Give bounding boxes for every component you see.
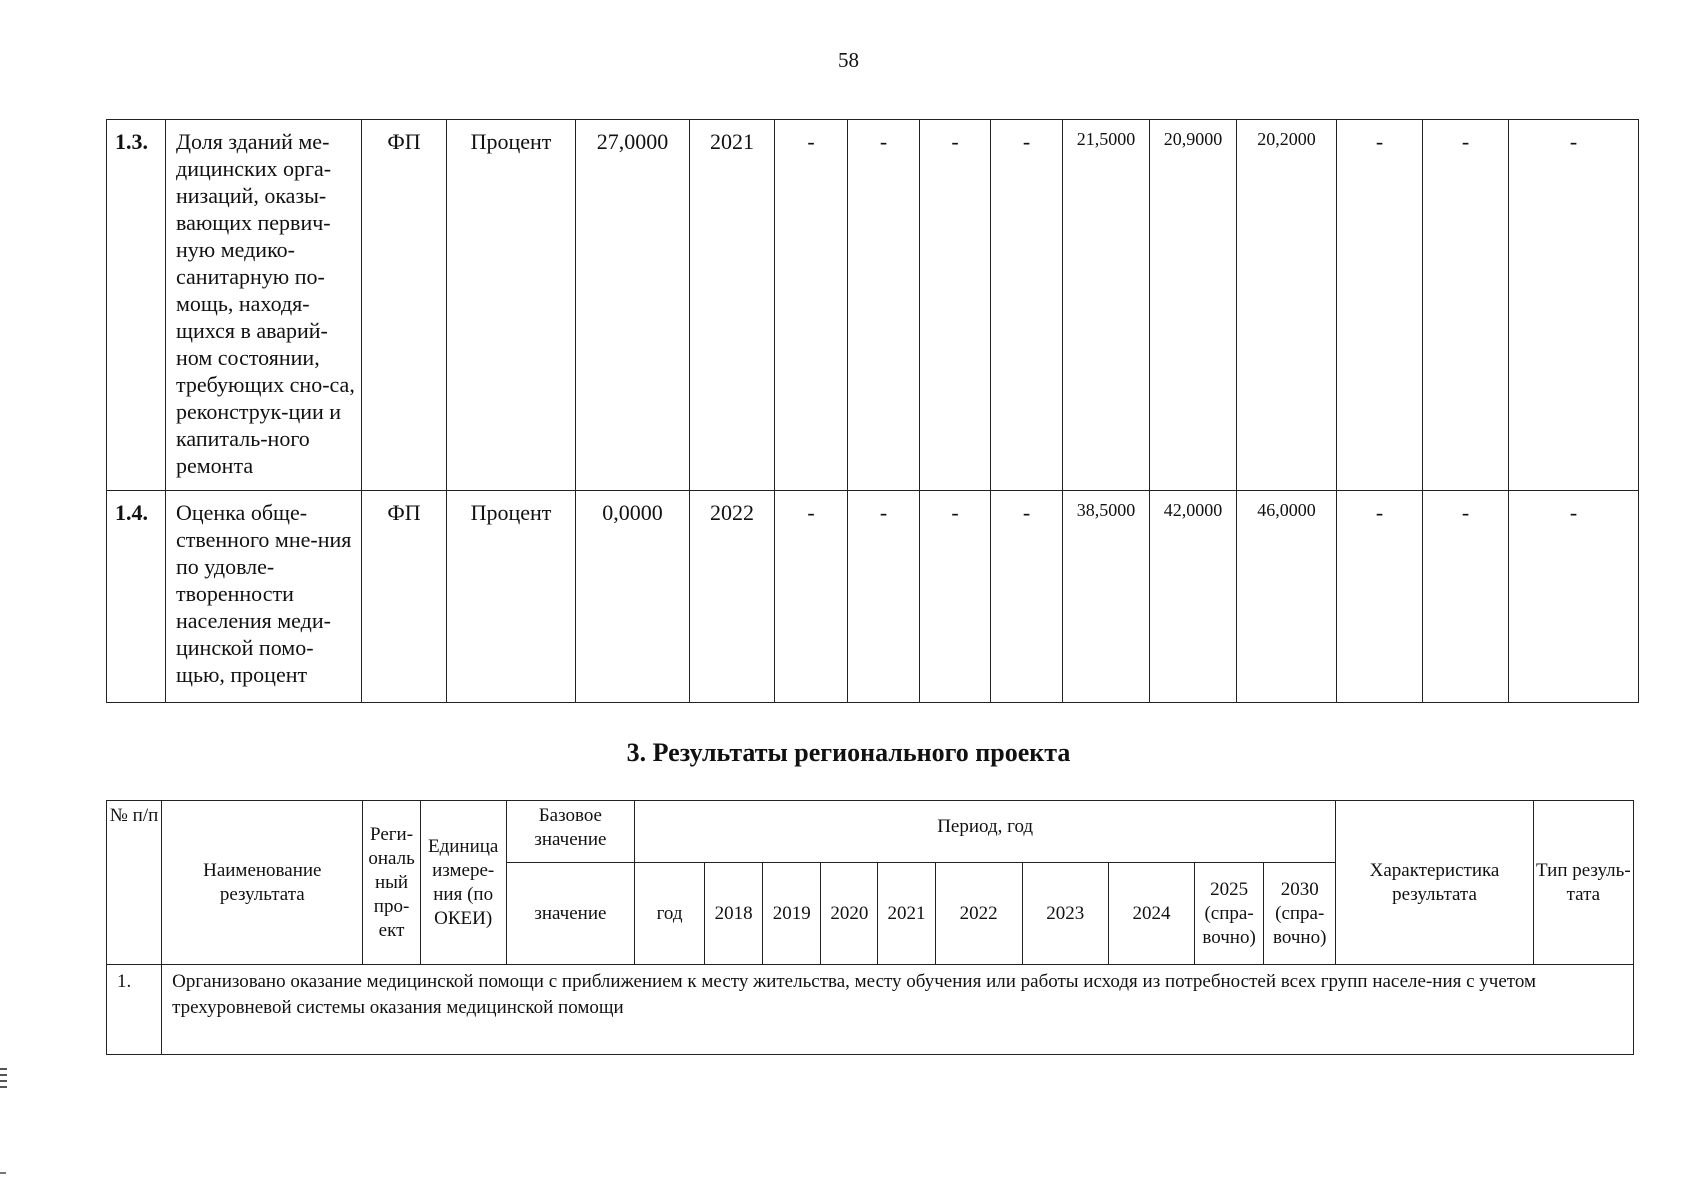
- base-year-cell: 2022: [690, 491, 775, 703]
- header-2018: 2018: [705, 863, 763, 965]
- value-2021-cell: -: [991, 491, 1063, 703]
- margin-tick: [0, 1172, 6, 1174]
- unit-cell: Процент: [447, 491, 576, 703]
- header-value: значение: [506, 863, 634, 965]
- header-period: Период, год: [635, 801, 1336, 863]
- header-num: № п/п: [107, 801, 162, 965]
- base-year-cell: 2021: [690, 120, 775, 491]
- project-cell: ФП: [362, 120, 447, 491]
- value-2020-cell: -: [920, 491, 991, 703]
- result-number: 1.: [107, 965, 162, 1055]
- header-2021: 2021: [878, 863, 935, 965]
- row-number: 1.4.: [107, 491, 166, 703]
- value-2030-cell: -: [1423, 491, 1509, 703]
- unit-cell: Процент: [447, 120, 576, 491]
- extra-cell: -: [1509, 120, 1639, 491]
- table-row: [107, 965, 1634, 1055]
- section-title: 3. Результаты регионального проекта: [626, 738, 1071, 767]
- value-2019-cell: -: [848, 120, 920, 491]
- base-value-cell: 0,0000: [576, 491, 690, 703]
- header-2024: 2024: [1108, 863, 1194, 965]
- results-table: [106, 800, 1634, 1055]
- header-project: Реги-ональ ный про-ект: [363, 801, 420, 965]
- extra-cell: -: [1509, 491, 1639, 703]
- header-year: год: [635, 863, 705, 965]
- value-2022-cell: 21,5000: [1063, 120, 1150, 491]
- result-text: Организовано оказание медицинской помощи с приближением к месту жительства, месту обучения или работы исходя из потребностей всех групп населе-ния с учетом трехуровневой системы оказания медицинской помощи: [162, 965, 1634, 1055]
- row-number: 1.3.: [107, 120, 166, 491]
- header-unit: Единица измере-ния (по ОКЕИ): [420, 801, 506, 965]
- table-row: [107, 491, 1639, 703]
- project-cell: ФП: [362, 491, 447, 703]
- value-2024-cell: 46,0000: [1237, 491, 1337, 703]
- table-row: [107, 120, 1639, 491]
- value-2019-cell: -: [848, 491, 920, 703]
- header-2025: 2025 (спра-вочно): [1195, 863, 1264, 965]
- header-2030: 2030 (спра-вочно): [1264, 863, 1336, 965]
- indicators-table: [106, 119, 1639, 703]
- header-characteristic: Характеристика результата: [1336, 801, 1533, 965]
- value-2023-cell: 42,0000: [1150, 491, 1237, 703]
- indicator-name: Доля зданий ме-дицинских орга-низаций, оказы-вающих первич-ную медико-санитарную по-мощь, находя-щихся в аварий-ном состоянии, требующих сно-са, реконструк-ции и капиталь-ного ремонта: [166, 120, 362, 491]
- value-2025-cell: -: [1337, 491, 1423, 703]
- header-type: Тип резуль-тата: [1533, 801, 1633, 965]
- value-2024-cell: 20,2000: [1237, 120, 1337, 491]
- header-2022: 2022: [935, 863, 1022, 965]
- value-2022-cell: 38,5000: [1063, 491, 1150, 703]
- header-2020: 2020: [821, 863, 878, 965]
- header-2023: 2023: [1022, 863, 1108, 965]
- header-2019: 2019: [763, 863, 821, 965]
- value-2021-cell: -: [991, 120, 1063, 491]
- header-name: Наименование результата: [162, 801, 363, 965]
- value-2025-cell: -: [1337, 120, 1423, 491]
- indicator-name: Оценка обще-ственного мне-ния по удовле-творенности населения меди-цинской помо-щью, процент: [166, 491, 362, 703]
- value-2023-cell: 20,9000: [1150, 120, 1237, 491]
- value-2030-cell: -: [1423, 120, 1509, 491]
- value-2020-cell: -: [920, 120, 991, 491]
- value-2018-cell: -: [775, 491, 848, 703]
- base-value-cell: 27,0000: [576, 120, 690, 491]
- page-number: 58: [838, 48, 859, 72]
- margin-marks: [0, 1068, 8, 1092]
- header-row: [107, 801, 1634, 863]
- value-2018-cell: -: [775, 120, 848, 491]
- header-base: Базовое значение: [506, 801, 634, 863]
